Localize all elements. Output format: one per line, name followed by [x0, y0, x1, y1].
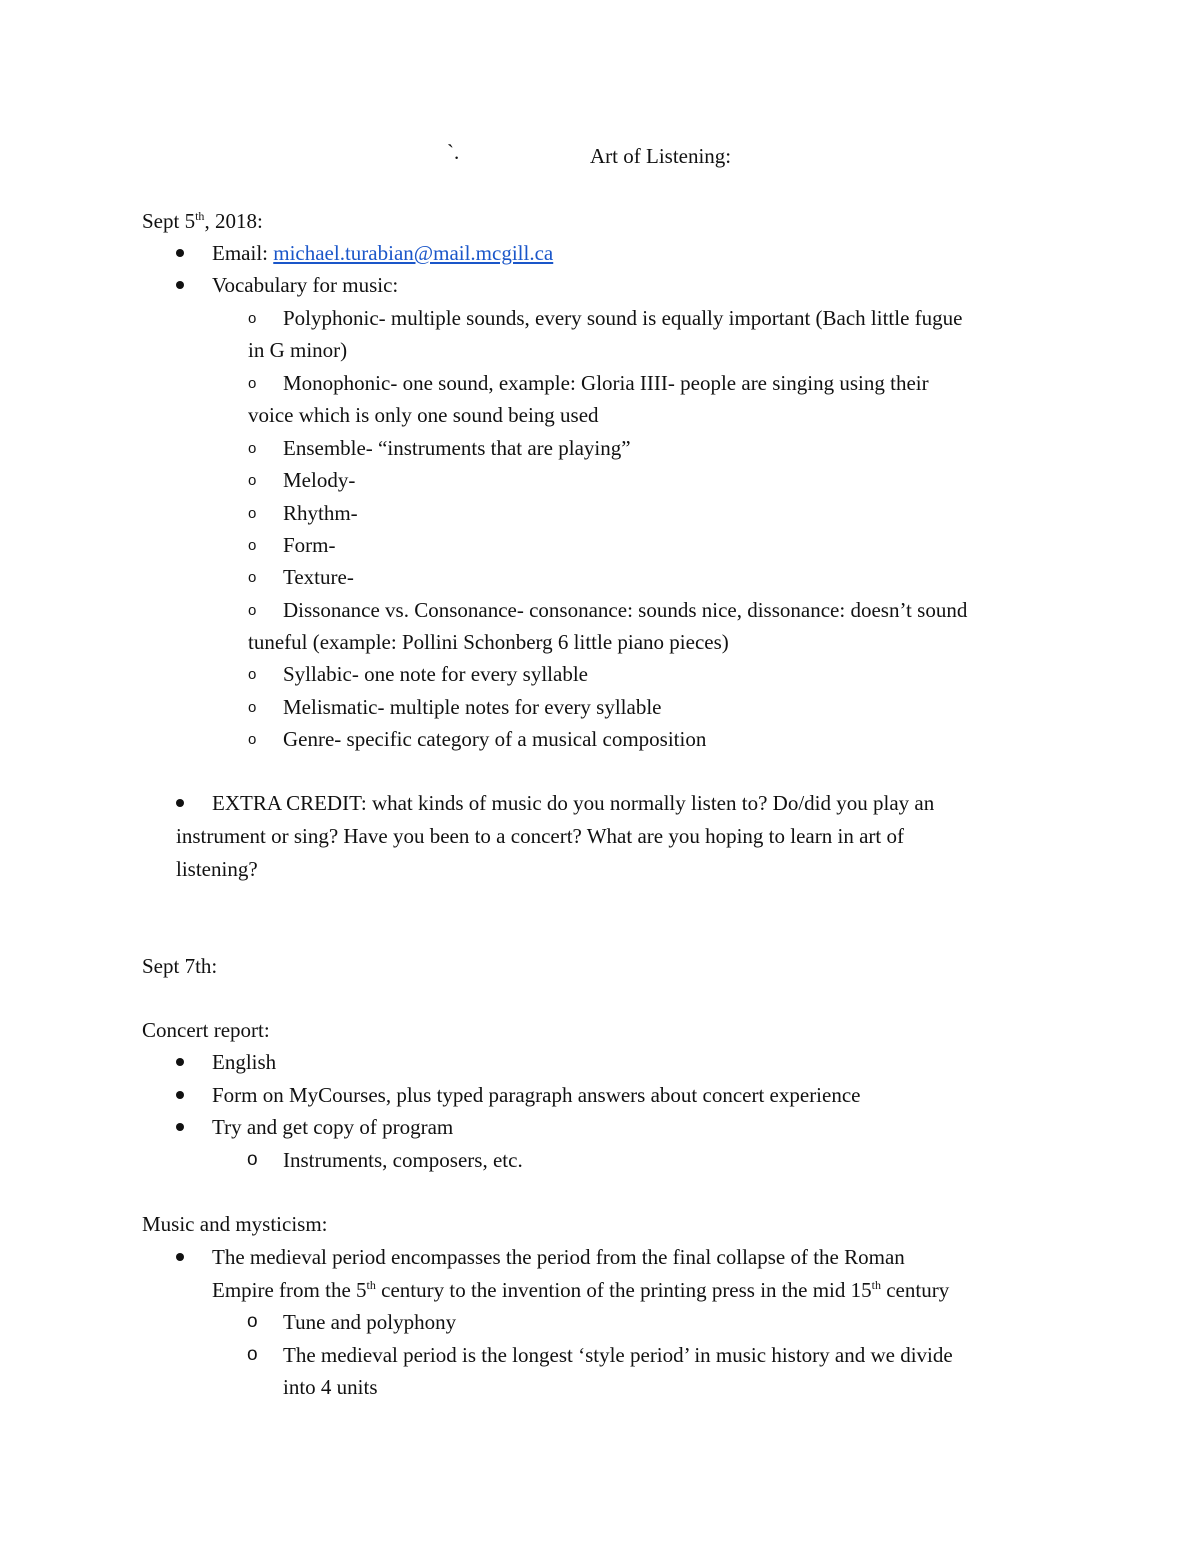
section-date-sept5: Sept 5th, 2018:	[142, 209, 263, 233]
bullet-icon	[176, 1123, 184, 1131]
vocab-item-dissonance-cont: tuneful (example: Pollini Schonberg 6 little piano pieces)	[248, 630, 729, 654]
circle-bullet-icon: o	[248, 375, 257, 392]
mysticism-heading: Music and mysticism:	[142, 1212, 328, 1236]
circle-bullet-icon: o	[248, 602, 257, 619]
medieval-line1: The medieval period encompasses the period from the final collapse of the Roman	[212, 1245, 905, 1269]
medieval-line2: Empire from the 5th century to the invention of the printing press in the mid 15th century	[212, 1278, 950, 1302]
circle-bullet-icon: o	[248, 731, 257, 748]
bullet-icon	[176, 1091, 184, 1099]
concert-report-heading: Concert report:	[142, 1018, 270, 1042]
bullet-icon	[176, 249, 184, 257]
page-title: Art of Listening:	[590, 144, 732, 168]
circle-bullet-icon: o	[248, 505, 257, 522]
vocab-item-melody: Melody-	[283, 468, 356, 492]
bullet-icon	[176, 799, 184, 807]
extra-credit-line3: listening?	[176, 857, 258, 881]
bullet-icon	[176, 281, 184, 289]
email-link[interactable]: michael.turabian@mail.mcgill.ca	[273, 241, 554, 265]
section-date-sept7: Sept 7th:	[142, 954, 218, 978]
concert-item-english: English	[212, 1050, 277, 1074]
medieval-sub-tune: Tune and polyphony	[283, 1310, 457, 1334]
vocab-item-monophonic: Monophonic- one sound, example: Gloria IIII- people are singing using their	[283, 371, 929, 395]
circle-bullet-icon: o	[248, 666, 257, 683]
vocab-item-genre: Genre- specific category of a musical composition	[283, 727, 707, 751]
circle-bullet-icon: o	[247, 1311, 258, 1332]
circle-bullet-icon: o	[248, 569, 257, 586]
concert-item-form: Form on MyCourses, plus typed paragraph answers about concert experience	[212, 1083, 861, 1107]
circle-bullet-icon: o	[248, 699, 257, 716]
circle-bullet-icon: o	[247, 1344, 258, 1365]
vocab-item-ensemble: Ensemble- “instruments that are playing”	[283, 436, 631, 460]
bullet-icon	[176, 1058, 184, 1066]
extra-credit-line2: instrument or sing? Have you been to a concert? What are you hoping to learn in art of	[176, 824, 904, 848]
extra-credit-line1: EXTRA CREDIT: what kinds of music do you normally listen to? Do/did you play an	[212, 791, 935, 815]
vocab-item-monophonic-cont: voice which is only one sound being used	[248, 403, 599, 427]
vocab-item-rhythm: Rhythm-	[283, 501, 358, 525]
circle-bullet-icon: o	[248, 472, 257, 489]
vocab-heading: Vocabulary for music:	[212, 273, 399, 297]
circle-bullet-icon: o	[248, 440, 257, 457]
medieval-sub-style-period: The medieval period is the longest ‘style period’ in music history and we divide	[283, 1343, 953, 1367]
circle-bullet-icon: o	[248, 310, 257, 327]
concert-item-program: Try and get copy of program	[212, 1115, 454, 1139]
vocab-item-form: Form-	[283, 533, 336, 557]
bullet-icon	[176, 1253, 184, 1261]
vocab-item-polyphonic-cont: in G minor)	[248, 338, 348, 362]
vocab-item-melismatic: Melismatic- multiple notes for every syllable	[283, 695, 662, 719]
circle-bullet-icon: o	[248, 537, 257, 554]
circle-bullet-icon: o	[247, 1149, 258, 1170]
vocab-item-polyphonic: Polyphonic- multiple sounds, every sound is equally important (Bach little fugue	[283, 306, 963, 330]
vocab-item-syllabic: Syllabic- one note for every syllable	[283, 662, 588, 686]
vocab-item-dissonance: Dissonance vs. Consonance- consonance: sounds nice, dissonance: doesn’t sound	[283, 598, 968, 622]
medieval-sub-style-period-cont: into 4 units	[283, 1375, 378, 1399]
concert-subitem-instruments: Instruments, composers, etc.	[283, 1148, 523, 1172]
email-line: Email: michael.turabian@mail.mcgill.ca	[212, 241, 554, 265]
header-mark: `.	[447, 140, 460, 164]
vocab-item-texture: Texture-	[283, 565, 354, 589]
